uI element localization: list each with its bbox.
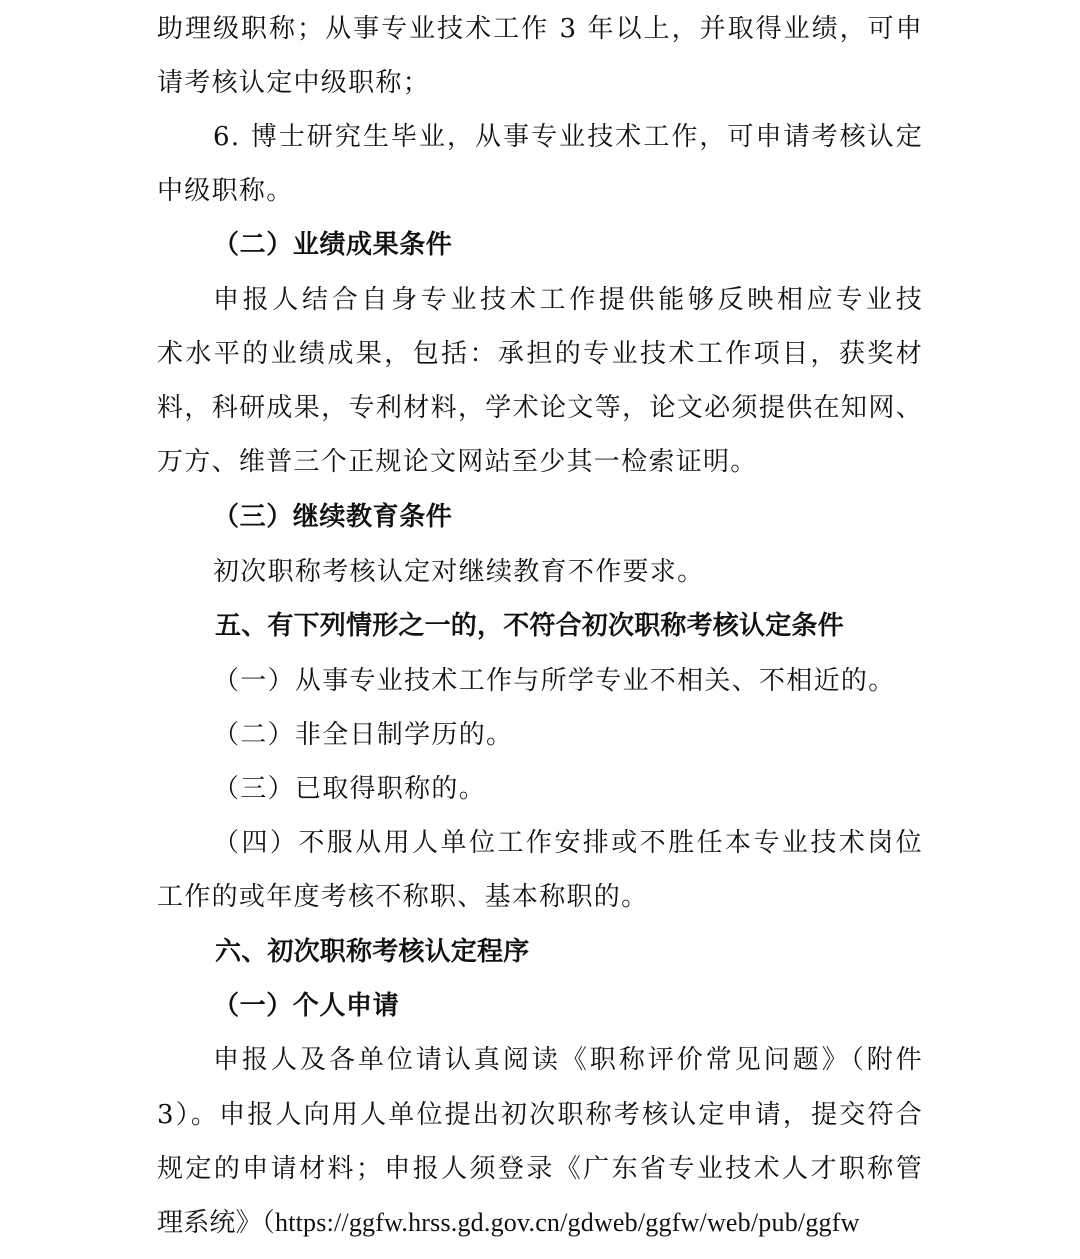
subheading-continuing-education: （三）继续教育条件: [213, 502, 453, 532]
subheading-personal-application: （一）个人申请: [213, 991, 400, 1021]
list-item: （二）非全日制学历的。: [213, 720, 514, 750]
list-item: （一）从事专业技术工作与所学专业不相关、不相近的。: [213, 666, 896, 696]
list-item: （四）不服从用人单位工作安排或不胜任本专业技术岗位: [213, 828, 923, 858]
paragraph-line: 料，科研成果，专利材料，学术论文等，论文必须提供在知网、: [157, 393, 923, 423]
paragraph-line: 助理级职称；从事专业技术工作 3 年以上，并取得业绩，可申: [157, 14, 923, 44]
paragraph-line: 中级职称。: [157, 176, 294, 206]
paragraph-line: 请考核认定中级职称；: [157, 68, 431, 98]
paragraph-line: 6. 博士研究生毕业，从事专业技术工作，可申请考核认定: [213, 122, 923, 152]
heading-section-six: 六、初次职称考核认定程序: [215, 937, 530, 967]
list-item-continuation: 工作的或年度考核不称职、基本称职的。: [157, 882, 649, 912]
paragraph-line: 申报人及各单位请认真阅读《职称评价常见问题》（附件: [213, 1045, 923, 1075]
system-url-line: 理系统》（https://ggfw.hrss.gd.gov.cn/gdweb/ggfw/web/pub/ggfw: [157, 1208, 860, 1237]
paragraph-line: 术水平的业绩成果，包括：承担的专业技术工作项目，获奖材: [157, 339, 923, 369]
paragraph-line: 初次职称考核认定对继续教育不作要求。: [213, 557, 705, 587]
subheading-performance: （二）业绩成果条件: [213, 230, 453, 260]
heading-section-five: 五、有下列情形之一的，不符合初次职称考核认定条件: [215, 611, 844, 641]
list-item: （三）已取得职称的。: [213, 774, 487, 804]
paragraph-line: 规定的申请材料；申报人须登录《广东省专业技术人才职称管: [157, 1154, 923, 1184]
paragraph-line: 申报人结合自身专业技术工作提供能够反映相应专业技: [213, 285, 923, 315]
paragraph-line: 万方、维普三个正规论文网站至少其一检索证明。: [157, 447, 758, 477]
paragraph-line: 3）。申报人向用人单位提出初次职称考核认定申请，提交符合: [157, 1100, 923, 1130]
